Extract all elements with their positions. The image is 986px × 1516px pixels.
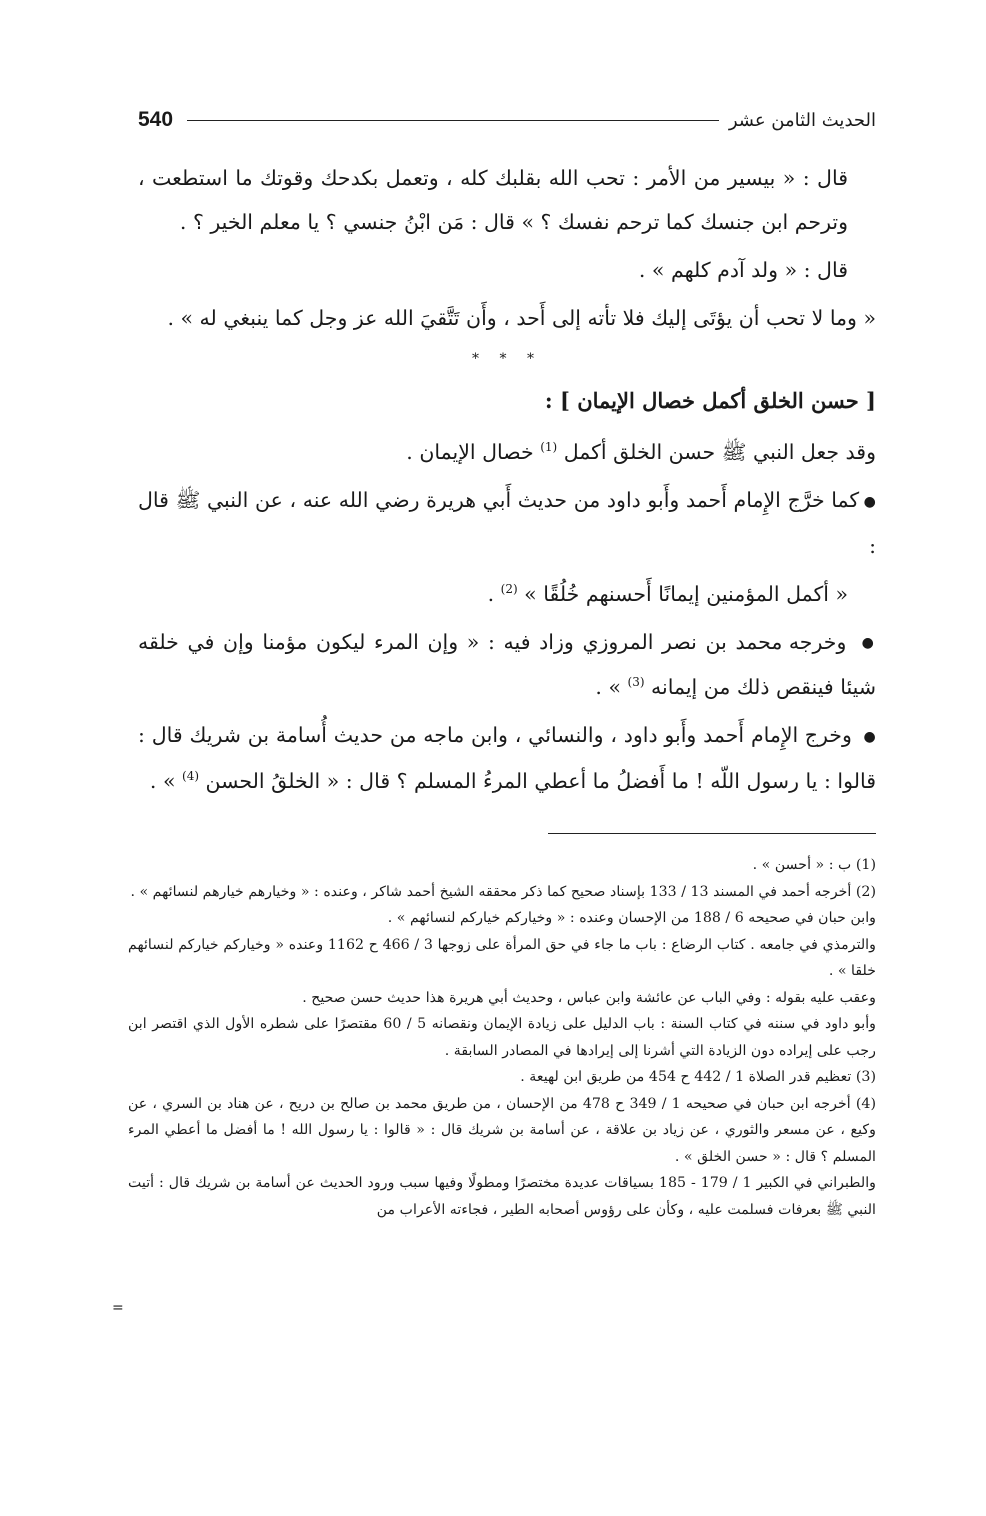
continuation-mark: = (112, 1300, 124, 1316)
footnote: والطبراني في الكبير 1 / 179 - 185 بسياقات عديدة مختصرًا ومطولًا وفيها سبب ورود الحديث عن أسامة بن شريك قال : أتيت النبي ﷺ بعرفات فسلمت عليه ، وكأن على رؤوس أصحابه الطير ، فجاءته الأعراب من (128, 1175, 876, 1218)
bullet-paragraph: ● وخرجه محمد بن نصر المروزي وزاد فيه : « وإن المرء ليكون مؤمنا وإن في خلقه شيئا فينقص ذلك من إيمانه $^{(3)}$ » . (138, 620, 876, 710)
main-text (138, 156, 876, 807)
footnote-separator (548, 833, 876, 834)
paragraph: وقد جعل النبي ﷺ حسن الخلق أكمل $^{(1)}$ خصال الإيمان . (406, 440, 876, 464)
paragraph: قال : « بيسير من الأمر : تحب الله بقلبك كله ، وتعمل بكدحك وقوتك ما استطعت ، وترحم ابن جنسك كما ترحم نفسك ؟ » قال : مَن ابْنُ جنسي ؟ يا معلم الخير ؟ . (138, 166, 848, 234)
page-number: 540 (138, 108, 174, 131)
page-header (138, 100, 876, 140)
bullet-paragraph: ● كما خرَّج الإِمام أَحمد وأَبو داود من حديث أَبي هريرة رضي الله عنه ، عن النبي ﷺ قال : (138, 478, 876, 568)
footnote: (3) تعظيم قدر الصلاة 1 / 442 ح 454 من طريق ابن لهيعة . (520, 1069, 876, 1085)
footnote-ref[interactable]: (4) (182, 768, 200, 783)
footnotes (128, 852, 876, 1223)
bullet-paragraph: ● وخرج الإِمام أَحمد وأَبو داود ، والنسائي ، وابن ماجه من حديث أُسامة بن شريك قال : قالوا : يا رسول اللّه ! ما أَفضلُ ما أعطي المرءُ المسلم ؟ قال : « الخلقُ الحسن $^{(4)}$ » . (138, 713, 876, 803)
hadith-quote: « أكمل المؤمنين إيمانًا أَحسنهم خُلُقًا » $^{(2)}$ . (487, 581, 848, 606)
footnote-ref[interactable]: (3) (627, 675, 645, 690)
paragraph: قال : « ولد آدم كلهم » . (638, 258, 848, 282)
footnote: (2) أخرجه أحمد في المسند 13 / 133 بإسناد صحيح كما ذكر محققه الشيخ أحمد شاكر ، وعنده : « وخيارهم خيارهم لنسائهم » . (130, 883, 876, 900)
section-separator: * * * (472, 351, 542, 367)
footnote: والترمذي في جامعه . كتاب الرضاع : باب ما جاء في حق المرأة على زوجها 3 / 466 ح 1162 وعنده « وخياركم خياركم لنسائهم خلقا » . (128, 936, 876, 979)
paragraph: « وما لا تحب أن يؤتَى إليك فلا تأته إلى أَحد ، وأَن تَتَّقيَ الله عز وجل كما ينبغي له » . (167, 306, 876, 330)
section-heading: [ حسن الخلق أكمل خصال الإيمان ] : (544, 388, 876, 413)
footnote: وابن حبان في صحيحه 6 / 188 من الإحسان وعنده : « وخياركم خياركم لنسائهم » . (387, 910, 876, 926)
footnote-ref[interactable]: (2) (500, 581, 518, 596)
footnote-ref[interactable]: (1) (540, 440, 558, 455)
footnote: (4) أخرجه ابن حبان في صحيحه 1 / 349 ح 478 من الإحسان ، من طريق محمد بن صالح بن دريح ، عن هناد بن السري ، عن وكيع ، عن مسعر والثوري ، عن زياد بن علاقة ، عن أسامة بن شريك قال : « قالوا : يا رسول الله ! ما أفضل ما أعطي المرء المسلم ؟ قال : « حسن الخلق » . (128, 1095, 876, 1165)
footnote: (1) ب : « أحسن » . (752, 857, 876, 873)
footnote: وأبو داود في سننه في كتاب السنة : باب الدليل على زيادة الإيمان ونقصانه 5 / 60 مقتصرًا على شطره الأول الذي اقتصر ابن رجب على إيراده دون الزيادة التي أشرنا إلى إيرادها في المصادر السابقة . (128, 1016, 876, 1059)
running-title: الحديث الثامن عشر (728, 109, 876, 131)
header-rule (187, 120, 719, 121)
footnote: وعقب عليه بقوله : وفي الباب عن عائشة وابن عباس ، وحديث أبي هريرة هذا حديث حسن صحيح . (302, 989, 876, 1006)
